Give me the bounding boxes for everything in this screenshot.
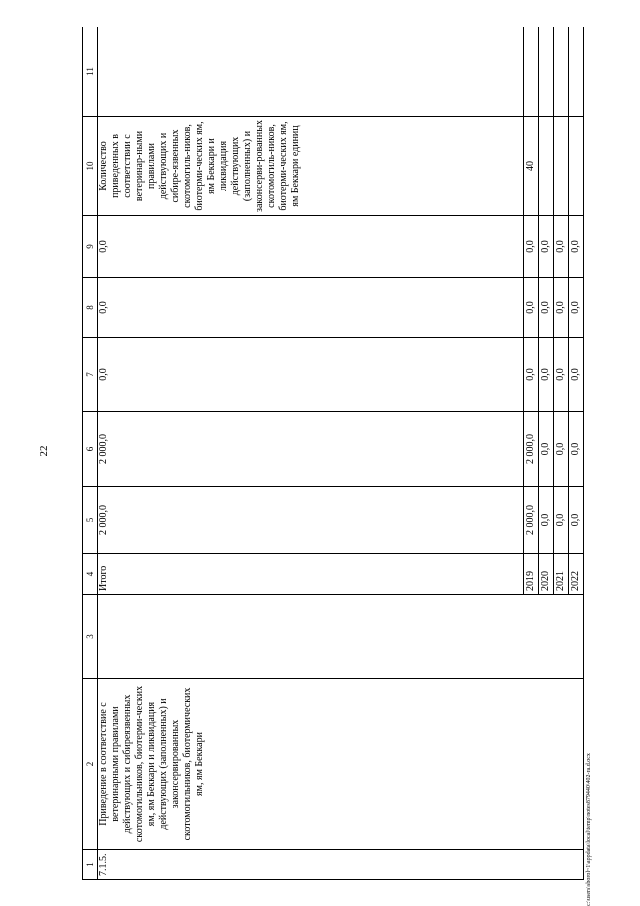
- year-col9: 0,0: [539, 216, 554, 278]
- year-col5: 0,0: [569, 487, 584, 554]
- table-row: [98, 27, 524, 880]
- col11-cell: [98, 27, 524, 117]
- year-label: 2020: [539, 554, 554, 595]
- year-col7: 0,0: [554, 338, 569, 412]
- year-col9: 0,0: [569, 216, 584, 278]
- year-col6: 0,0: [554, 412, 569, 487]
- responsible-cell: [98, 595, 584, 679]
- year-col11: [554, 27, 569, 117]
- year-col11: [524, 27, 539, 117]
- column-header: 9: [83, 216, 98, 278]
- column-header: 11: [83, 27, 98, 117]
- total-col6: 2 000,0: [98, 412, 524, 487]
- year-col6: 2 000,0: [524, 412, 539, 487]
- year-col5: 0,0: [539, 487, 554, 554]
- year-label: 2022: [569, 554, 584, 595]
- year-col7: 0,0: [524, 338, 539, 412]
- column-header: 5: [83, 487, 98, 554]
- total-label: Итого: [98, 554, 524, 595]
- year-label: 2021: [554, 554, 569, 595]
- column-header: 3: [83, 595, 98, 679]
- column-number-row: [83, 27, 98, 880]
- year-col8: 0,0: [524, 278, 539, 338]
- year-col9: 0,0: [554, 216, 569, 278]
- program-activities-table: [82, 27, 584, 880]
- column-header: 1: [83, 850, 98, 880]
- column-header: 7: [83, 338, 98, 412]
- column-header: 2: [83, 679, 98, 850]
- total-col5: 2 000,0: [98, 487, 524, 554]
- page-number: 22: [38, 445, 50, 457]
- year-col6: 0,0: [539, 412, 554, 487]
- year-col8: 0,0: [569, 278, 584, 338]
- year-col8: 0,0: [539, 278, 554, 338]
- footer-file-path: c:\users\sborol~1\appdata\local\temp\notes879440\402-ra.d.ocx: [586, 753, 592, 906]
- program-table-frame: [82, 27, 584, 880]
- total-col9: 0,0: [98, 216, 524, 278]
- year-col10: [569, 117, 584, 216]
- year-col7: 0,0: [569, 338, 584, 412]
- column-header: 6: [83, 412, 98, 487]
- year-col10: [554, 117, 569, 216]
- year-col5: 2 000,0: [524, 487, 539, 554]
- year-col8: 0,0: [554, 278, 569, 338]
- year-col11: [569, 27, 584, 117]
- total-col7: 0,0: [98, 338, 524, 412]
- year-col10: 40: [524, 117, 539, 216]
- indicator-text: Количество приведенных в соответствии с ветеринар-ными правилами действующих и сибире-язвенных скотомогиль-ников, биотерми-ческих ям, ям Беккари и ликвидация действующих (заполненных) и законсерви-рованных скотомогиль-ников, биотерми-ческих ям, ям Беккари единиц: [98, 117, 524, 216]
- year-col6: 0,0: [569, 412, 584, 487]
- year-col5: 0,0: [554, 487, 569, 554]
- year-col10: [539, 117, 554, 216]
- column-header: 4: [83, 554, 98, 595]
- year-col11: [539, 27, 554, 117]
- year-col7: 0,0: [539, 338, 554, 412]
- column-header: 10: [83, 117, 98, 216]
- column-header: 8: [83, 278, 98, 338]
- total-col8: 0,0: [98, 278, 524, 338]
- year-col9: 0,0: [524, 216, 539, 278]
- item-number: 7.1.5.: [98, 850, 584, 880]
- item-description: Приведение в соответствие с ветеринарными правилами действующих и сибиреязвенных скотомогильников, биотерми-ческих ям, ям Беккари и ликвидация действующих (заполненных) и законсервированных скотомогильников, биотермических ям, ям Беккари: [98, 679, 584, 850]
- year-label: 2019: [524, 554, 539, 595]
